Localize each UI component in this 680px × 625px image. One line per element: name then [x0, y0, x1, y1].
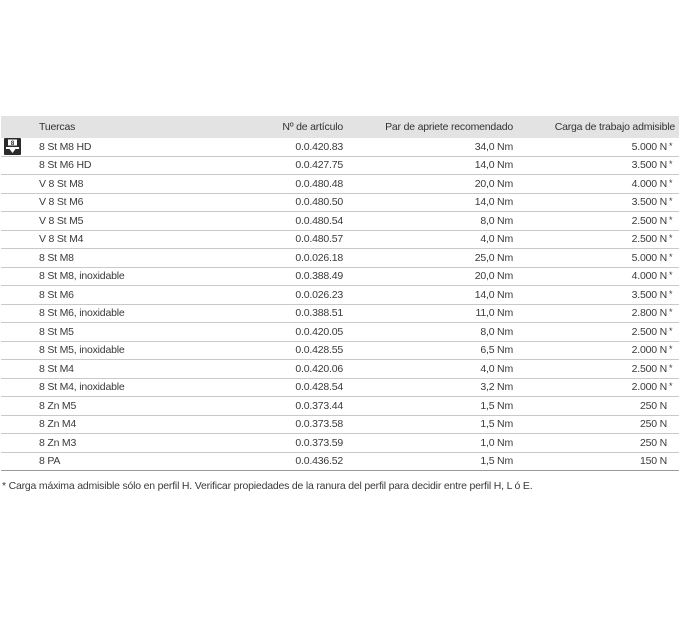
cell-load	[513, 304, 679, 323]
table-row	[1, 397, 679, 416]
table-row	[1, 138, 679, 156]
cell-load	[513, 397, 679, 416]
footnote-marker: *	[669, 362, 673, 373]
load-value: 5.000 N	[631, 251, 667, 264]
table-row	[1, 434, 679, 453]
footnote-marker: *	[669, 177, 673, 188]
cell-name: 8 St M6, inoxidable	[39, 304, 209, 323]
cell-article: 0.0.428.54	[209, 378, 343, 397]
cell-torque: 14,0 Nm	[343, 156, 513, 175]
load-value: 250 N	[639, 436, 667, 449]
cell-name: 8 Zn M4	[39, 415, 209, 434]
cell-load	[513, 156, 679, 175]
cell-load	[513, 286, 679, 305]
cell-torque: 1,5 Nm	[343, 397, 513, 416]
cell-load	[513, 193, 679, 212]
footnote-marker: *	[669, 288, 673, 299]
row-icon-cell	[1, 212, 39, 231]
footnote-marker: *	[669, 381, 673, 392]
cell-torque: 6,5 Nm	[343, 341, 513, 360]
cell-name: 8 St M6	[39, 286, 209, 305]
header-icon-cell	[1, 116, 39, 138]
footnote-marker: *	[669, 233, 673, 244]
load-value: 3.500 N	[631, 196, 667, 209]
load-value: 2.500 N	[631, 362, 667, 375]
cell-torque: 11,0 Nm	[343, 304, 513, 323]
cell-name: 8 Zn M3	[39, 434, 209, 453]
cell-article: 0.0.388.51	[209, 304, 343, 323]
load-value: 2.000 N	[631, 344, 667, 357]
footnote-marker: *	[669, 270, 673, 281]
cell-article: 0.0.420.05	[209, 323, 343, 342]
table-row	[1, 304, 679, 323]
row-icon-cell	[1, 415, 39, 434]
table-row	[1, 267, 679, 286]
cell-article: 0.0.480.50	[209, 193, 343, 212]
cell-torque: 14,0 Nm	[343, 286, 513, 305]
footnote-marker: *	[669, 344, 673, 355]
table-header	[1, 116, 679, 138]
cell-article: 0.0.420.06	[209, 360, 343, 379]
load-value: 2.500 N	[631, 233, 667, 246]
cell-name: 8 St M8, inoxidable	[39, 267, 209, 286]
cell-load	[513, 323, 679, 342]
cell-name: V 8 St M6	[39, 193, 209, 212]
cell-name: V 8 St M5	[39, 212, 209, 231]
footnote-marker: *	[669, 214, 673, 225]
cell-name: 8 PA	[39, 452, 209, 471]
table-row	[1, 175, 679, 194]
cell-article: 0.0.373.58	[209, 415, 343, 434]
row-icon-cell	[1, 156, 39, 175]
header-name: Tuercas	[39, 116, 209, 138]
cell-load	[513, 452, 679, 471]
load-value: 250 N	[639, 418, 667, 431]
nuts-table	[1, 116, 679, 471]
cell-torque: 20,0 Nm	[343, 267, 513, 286]
row-icon-cell	[1, 452, 39, 471]
table-row	[1, 378, 679, 397]
table-row	[1, 360, 679, 379]
cell-load	[513, 434, 679, 453]
cell-torque: 14,0 Nm	[343, 193, 513, 212]
cell-name: 8 St M4	[39, 360, 209, 379]
cell-load	[513, 249, 679, 268]
load-value: 2.500 N	[631, 325, 667, 338]
table-row	[1, 212, 679, 231]
load-value: 3.500 N	[631, 159, 667, 172]
cell-name: 8 St M4, inoxidable	[39, 378, 209, 397]
table-row	[1, 323, 679, 342]
footnote-marker: *	[669, 325, 673, 336]
cell-load	[513, 175, 679, 194]
footnote-marker: *	[669, 140, 673, 151]
table-row	[1, 286, 679, 305]
cell-torque: 8,0 Nm	[343, 212, 513, 231]
table-row	[1, 156, 679, 175]
profile-8-nut-icon	[4, 138, 21, 155]
cell-torque: 3,2 Nm	[343, 378, 513, 397]
table-row	[1, 193, 679, 212]
row-icon-cell	[1, 138, 39, 156]
row-icon-cell	[1, 193, 39, 212]
row-icon-cell	[1, 397, 39, 416]
cell-name: 8 St M6 HD	[39, 156, 209, 175]
cell-article: 0.0.420.83	[209, 138, 343, 156]
cell-name: 8 St M5, inoxidable	[39, 341, 209, 360]
footnote-marker: *	[669, 159, 673, 170]
row-icon-cell	[1, 434, 39, 453]
cell-article: 0.0.436.52	[209, 452, 343, 471]
row-icon-cell	[1, 267, 39, 286]
cell-article: 0.0.427.75	[209, 156, 343, 175]
row-icon-cell	[1, 378, 39, 397]
cell-article: 0.0.026.18	[209, 249, 343, 268]
footnote-marker: *	[669, 251, 673, 262]
row-icon-cell	[1, 323, 39, 342]
row-icon-cell	[1, 175, 39, 194]
row-icon-cell	[1, 286, 39, 305]
footnote-marker: *	[669, 196, 673, 207]
row-icon-cell	[1, 249, 39, 268]
cell-article: 0.0.373.59	[209, 434, 343, 453]
row-icon-cell	[1, 360, 39, 379]
load-value: 3.500 N	[631, 288, 667, 301]
cell-torque: 8,0 Nm	[343, 323, 513, 342]
cell-name: V 8 St M4	[39, 230, 209, 249]
cell-article: 0.0.480.48	[209, 175, 343, 194]
cell-article: 0.0.480.54	[209, 212, 343, 231]
cell-load	[513, 267, 679, 286]
cell-article: 0.0.373.44	[209, 397, 343, 416]
cell-load	[513, 415, 679, 434]
footnote-marker: *	[669, 307, 673, 318]
table-body	[1, 138, 679, 471]
cell-load	[513, 212, 679, 231]
table-row	[1, 341, 679, 360]
load-value: 4.000 N	[631, 177, 667, 190]
footnote: * Carga máxima admisible sólo en perfil H. Verificar propiedades de la ranura del perfil para decidir entre perfil H, L ó E.	[2, 480, 533, 492]
cell-article: 0.0.026.23	[209, 286, 343, 305]
load-value: 250 N	[639, 399, 667, 412]
cell-load	[513, 378, 679, 397]
load-value: 4.000 N	[631, 270, 667, 283]
load-value: 2.800 N	[631, 307, 667, 320]
cell-name: 8 St M8 HD	[39, 138, 209, 156]
load-value: 5.000 N	[631, 140, 667, 153]
load-value: 2.500 N	[631, 214, 667, 227]
cell-load	[513, 360, 679, 379]
table-row	[1, 230, 679, 249]
cell-name: 8 St M5	[39, 323, 209, 342]
header-load: Carga de trabajo admisible	[513, 116, 679, 138]
cell-torque: 1,5 Nm	[343, 415, 513, 434]
icon-label: 8	[10, 141, 15, 148]
cell-article: 0.0.428.55	[209, 341, 343, 360]
cell-torque: 4,0 Nm	[343, 230, 513, 249]
table-row	[1, 415, 679, 434]
cell-torque: 4,0 Nm	[343, 360, 513, 379]
table-row	[1, 249, 679, 268]
load-value: 2.000 N	[631, 381, 667, 394]
header-row	[1, 116, 679, 138]
table-row	[1, 452, 679, 471]
cell-load	[513, 230, 679, 249]
header-article: Nº de artículo	[209, 116, 343, 138]
cell-load	[513, 138, 679, 156]
nuts-spec-sheet	[0, 116, 680, 492]
cell-name: V 8 St M8	[39, 175, 209, 194]
cell-name: 8 Zn M5	[39, 397, 209, 416]
cell-name: 8 St M8	[39, 249, 209, 268]
header-torque: Par de apriete recomendado	[343, 116, 513, 138]
cell-torque: 20,0 Nm	[343, 175, 513, 194]
cell-article: 0.0.480.57	[209, 230, 343, 249]
row-icon-cell	[1, 230, 39, 249]
cell-torque: 1,0 Nm	[343, 434, 513, 453]
cell-load	[513, 341, 679, 360]
row-icon-cell	[1, 341, 39, 360]
cell-torque: 25,0 Nm	[343, 249, 513, 268]
row-icon-cell	[1, 304, 39, 323]
cell-article: 0.0.388.49	[209, 267, 343, 286]
cell-torque: 1,5 Nm	[343, 452, 513, 471]
load-value: 150 N	[639, 455, 667, 468]
cell-torque: 34,0 Nm	[343, 138, 513, 156]
